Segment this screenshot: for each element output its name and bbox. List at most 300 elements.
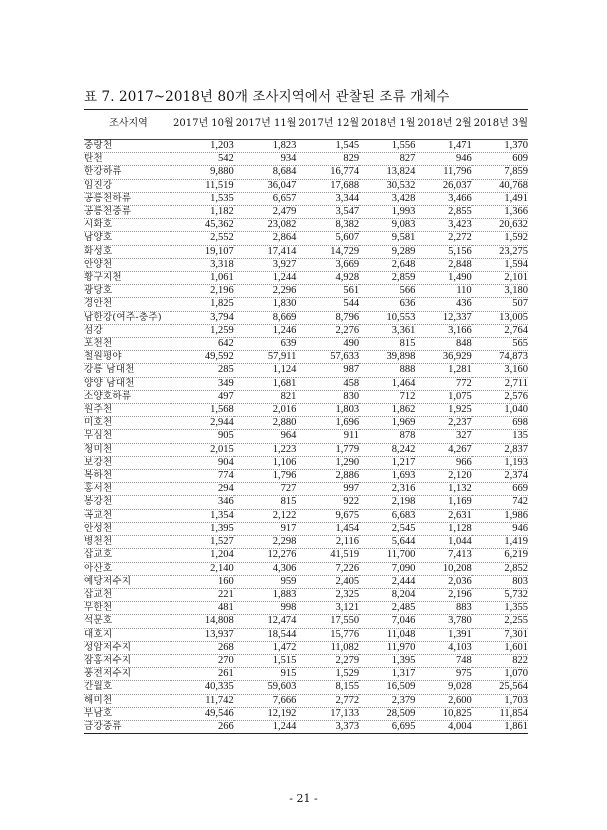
site-name-cell: 한강하류 [84,166,171,179]
table-row [84,641,528,654]
count-cell: 2,279 [296,654,359,667]
count-cell: 2,576 [472,390,528,403]
count-cell: 2,122 [234,509,297,522]
count-cell: 3,361 [359,324,415,337]
count-cell: 883 [415,602,471,615]
count-cell: 1,044 [415,536,471,549]
count-cell: 11,519 [171,179,234,192]
count-cell: 821 [234,390,297,403]
site-name-cell: 소양호하류 [84,390,171,403]
count-cell: 2,272 [415,232,471,245]
table-row [84,615,528,628]
count-cell: 9,880 [171,166,234,179]
count-cell: 346 [171,496,234,509]
count-cell: 5,156 [415,245,471,258]
count-cell: 13,005 [472,311,528,324]
count-cell: 2,648 [359,258,415,271]
count-cell: 2,298 [234,536,297,549]
site-name-cell: 대호지 [84,628,171,641]
site-name-cell: 병천천 [84,536,171,549]
count-cell: 6,683 [359,509,415,522]
count-cell: 8,684 [234,166,297,179]
site-name-cell: 봉강천 [84,496,171,509]
count-cell: 3,423 [415,219,471,232]
site-name-cell: 철원평야 [84,351,171,364]
count-cell: 1,861 [472,720,528,733]
count-cell: 1,925 [415,404,471,417]
table-row [84,245,528,258]
count-cell: 20,632 [472,219,528,232]
table-row [84,430,528,443]
count-cell: 727 [234,483,297,496]
count-cell: 1,246 [234,324,297,337]
count-cell: 2,852 [472,562,528,575]
site-name-cell: 강릉 남대천 [84,364,171,377]
table-caption: 표 7. 2017~2018년 80개 조사지역에서 관찰된 조류 개체수 [84,89,450,105]
count-cell: 566 [359,285,415,298]
site-name-cell: 양양 남대천 [84,377,171,390]
count-cell: 997 [296,483,359,496]
count-cell: 40,768 [472,179,528,192]
site-name-cell: 남한강(여주-충주) [84,311,171,324]
count-cell: 3,794 [171,311,234,324]
count-cell: 135 [472,430,528,443]
count-cell: 1,515 [234,654,297,667]
site-name-cell: 무심천 [84,430,171,443]
count-cell: 8,669 [234,311,297,324]
count-cell: 1,490 [415,272,471,285]
count-cell: 13,937 [171,628,234,641]
count-cell: 7,090 [359,562,415,575]
count-cell: 74,873 [472,351,528,364]
count-cell: 1,556 [359,140,415,153]
table-row [84,562,528,575]
count-cell: 15,776 [296,628,359,641]
table-row [84,351,528,364]
count-cell: 4,306 [234,562,297,575]
count-cell: 10,553 [359,311,415,324]
count-cell: 1,223 [234,443,297,456]
count-cell: 19,107 [171,245,234,258]
table-row [84,509,528,522]
count-cell: 1,545 [296,140,359,153]
bird-count-table [84,109,528,734]
count-cell: 9,028 [415,681,471,694]
table-row [84,522,528,535]
count-cell: 946 [472,522,528,535]
count-cell: 2,859 [359,272,415,285]
count-cell: 1,395 [359,654,415,667]
site-name-cell: 포천천 [84,338,171,351]
count-cell: 49,546 [171,707,234,720]
table-row [84,575,528,588]
column-header: 2017년 10월 [171,110,234,140]
count-cell: 2,237 [415,417,471,430]
site-name-cell: 공릉천하류 [84,192,171,205]
count-cell: 975 [415,668,471,681]
count-cell: 10,208 [415,562,471,575]
site-name-cell: 탄천 [84,153,171,166]
column-header: 2018년 1월 [359,110,415,140]
count-cell: 1,244 [234,720,297,733]
count-cell: 1,355 [472,602,528,615]
count-cell: 1,244 [234,272,297,285]
count-cell: 7,413 [415,549,471,562]
count-cell: 742 [472,496,528,509]
count-cell: 2,764 [472,324,528,337]
table-row [84,206,528,219]
count-cell: 1,366 [472,206,528,219]
column-header: 2017년 11월 [234,110,297,140]
count-cell: 1,535 [171,192,234,205]
count-cell: 3,428 [359,192,415,205]
count-cell: 221 [171,588,234,601]
count-cell: 815 [234,496,297,509]
count-cell: 1,883 [234,588,297,601]
table-row [84,654,528,667]
count-cell: 1,779 [296,443,359,456]
table-row [84,694,528,707]
site-name-cell: 홍서천 [84,483,171,496]
count-cell: 1,830 [234,298,297,311]
count-cell: 561 [296,285,359,298]
count-cell: 1,825 [171,298,234,311]
site-name-cell: 예당저수지 [84,575,171,588]
count-cell: 349 [171,377,234,390]
count-cell: 3,166 [415,324,471,337]
count-cell: 1,592 [472,232,528,245]
table-row [84,192,528,205]
count-cell: 7,226 [296,562,359,575]
count-cell: 1,471 [415,140,471,153]
count-cell: 8,155 [296,681,359,694]
count-cell: 2,880 [234,417,297,430]
table-row [84,232,528,245]
table-row [84,364,528,377]
count-cell: 2,485 [359,602,415,615]
count-cell: 2,864 [234,232,297,245]
count-cell: 3,344 [296,192,359,205]
count-cell: 327 [415,430,471,443]
count-cell: 1,796 [234,470,297,483]
count-cell: 698 [472,417,528,430]
count-cell: 998 [234,602,297,615]
count-cell: 642 [171,338,234,351]
count-cell: 1,681 [234,377,297,390]
count-cell: 6,695 [359,720,415,733]
count-cell: 3,121 [296,602,359,615]
count-cell: 3,180 [472,285,528,298]
count-cell: 1,464 [359,377,415,390]
count-cell: 2,600 [415,694,471,707]
count-cell: 26,037 [415,179,471,192]
count-cell: 2,374 [472,470,528,483]
count-cell: 25,564 [472,681,528,694]
count-cell: 2,196 [415,588,471,601]
site-name-cell: 석문호 [84,615,171,628]
column-header: 2018년 2월 [415,110,471,140]
count-cell: 2,101 [472,272,528,285]
count-cell: 10,825 [415,707,471,720]
count-cell: 3,547 [296,206,359,219]
site-name-cell: 곡교천 [84,509,171,522]
table-row [84,338,528,351]
count-cell: 5,607 [296,232,359,245]
table-row [84,456,528,469]
count-cell: 1,070 [472,668,528,681]
count-cell: 922 [296,496,359,509]
count-cell: 17,414 [234,245,297,258]
site-name-cell: 남양호 [84,232,171,245]
count-cell: 2,276 [296,324,359,337]
count-cell: 5,732 [472,588,528,601]
count-cell: 2,036 [415,575,471,588]
table-row [84,443,528,456]
count-cell: 1,696 [296,417,359,430]
table-row [84,404,528,417]
count-cell: 6,219 [472,549,528,562]
count-cell: 41,519 [296,549,359,562]
count-cell: 294 [171,483,234,496]
count-cell: 966 [415,456,471,469]
table-row [84,602,528,615]
count-cell: 2,120 [415,470,471,483]
table-row [84,536,528,549]
count-cell: 3,160 [472,364,528,377]
count-cell: 1,370 [472,140,528,153]
column-header: 2017년 12월 [296,110,359,140]
count-cell: 9,675 [296,509,359,522]
count-cell: 1,169 [415,496,471,509]
count-cell: 11,700 [359,549,415,562]
count-cell: 1,862 [359,404,415,417]
site-name-cell: 광당호 [84,285,171,298]
count-cell: 1,986 [472,509,528,522]
site-name-cell: 부남호 [84,707,171,720]
count-cell: 848 [415,338,471,351]
count-cell: 30,532 [359,179,415,192]
count-cell: 1,491 [472,192,528,205]
count-cell: 28,509 [359,707,415,720]
count-cell: 911 [296,430,359,443]
count-cell: 2,848 [415,258,471,271]
count-cell: 9,083 [359,219,415,232]
table-row [84,179,528,192]
count-cell: 4,267 [415,443,471,456]
count-cell: 1,203 [171,140,234,153]
site-name-cell: 해미천 [84,694,171,707]
count-cell: 934 [234,153,297,166]
count-cell: 636 [359,298,415,311]
count-cell: 40,335 [171,681,234,694]
count-cell: 774 [171,470,234,483]
table-row [84,470,528,483]
count-cell: 11,742 [171,694,234,707]
count-cell: 59,603 [234,681,297,694]
site-name-cell: 원주천 [84,404,171,417]
count-cell: 1,204 [171,549,234,562]
count-cell: 2,772 [296,694,359,707]
site-name-cell: 섬강 [84,324,171,337]
count-cell: 1,281 [415,364,471,377]
count-cell: 2,325 [296,588,359,601]
count-cell: 878 [359,430,415,443]
table-header-row [84,110,528,140]
count-cell: 5,644 [359,536,415,549]
count-cell: 266 [171,720,234,733]
count-cell: 2,255 [472,615,528,628]
count-cell: 6,657 [234,192,297,205]
count-cell: 11,854 [472,707,528,720]
count-cell: 23,082 [234,219,297,232]
count-cell: 1,290 [296,456,359,469]
site-name-cell: 삽교천 [84,588,171,601]
count-cell: 36,929 [415,351,471,364]
count-cell: 14,808 [171,615,234,628]
count-cell: 904 [171,456,234,469]
count-cell: 12,337 [415,311,471,324]
count-cell: 2,711 [472,377,528,390]
count-cell: 2,552 [171,232,234,245]
count-cell: 946 [415,153,471,166]
count-cell: 11,082 [296,641,359,654]
count-cell: 23,275 [472,245,528,258]
table-row [84,483,528,496]
count-cell: 57,633 [296,351,359,364]
count-cell: 2,886 [296,470,359,483]
count-cell: 1,075 [415,390,471,403]
count-cell: 2,196 [171,285,234,298]
count-cell: 4,004 [415,720,471,733]
count-cell: 1,601 [472,641,528,654]
count-cell: 4,928 [296,272,359,285]
count-cell: 458 [296,377,359,390]
count-cell: 1,132 [415,483,471,496]
count-cell: 917 [234,522,297,535]
site-name-cell: 중랑천 [84,140,171,153]
site-name-cell: 무한천 [84,602,171,615]
count-cell: 827 [359,153,415,166]
count-cell: 7,046 [359,615,415,628]
count-cell: 2,116 [296,536,359,549]
count-cell: 45,362 [171,219,234,232]
table-row [84,377,528,390]
site-name-cell: 청미천 [84,443,171,456]
count-cell: 1,061 [171,272,234,285]
site-name-cell: 풍전저수지 [84,668,171,681]
count-cell: 12,192 [234,707,297,720]
count-cell: 507 [472,298,528,311]
site-name-cell: 안양천 [84,258,171,271]
count-cell: 17,550 [296,615,359,628]
count-cell: 1,128 [415,522,471,535]
count-cell: 14,729 [296,245,359,258]
count-cell: 12,276 [234,549,297,562]
count-cell: 1,993 [359,206,415,219]
count-cell: 822 [472,654,528,667]
count-cell: 2,016 [234,404,297,417]
table-row [84,417,528,430]
count-cell: 964 [234,430,297,443]
count-cell: 639 [234,338,297,351]
count-cell: 1,317 [359,668,415,681]
count-cell: 1,354 [171,509,234,522]
count-cell: 8,242 [359,443,415,456]
count-cell: 1,529 [296,668,359,681]
count-cell: 609 [472,153,528,166]
count-cell: 2,545 [359,522,415,535]
count-cell: 1,703 [472,694,528,707]
site-name-cell: 경안천 [84,298,171,311]
count-cell: 1,040 [472,404,528,417]
count-cell: 987 [296,364,359,377]
count-cell: 1,259 [171,324,234,337]
count-cell: 542 [171,153,234,166]
column-header: 2018년 3월 [472,110,528,140]
table-row [84,628,528,641]
table-row [84,549,528,562]
count-cell: 2,316 [359,483,415,496]
count-cell: 2,198 [359,496,415,509]
table-row [84,681,528,694]
table-row [84,298,528,311]
table-row [84,311,528,324]
count-cell: 160 [171,575,234,588]
count-cell: 748 [415,654,471,667]
count-cell: 1,106 [234,456,297,469]
count-cell: 36,047 [234,179,297,192]
count-cell: 1,472 [234,641,297,654]
count-cell: 3,318 [171,258,234,271]
site-name-cell: 삽교호 [84,549,171,562]
count-cell: 11,970 [359,641,415,654]
count-cell: 959 [234,575,297,588]
site-name-cell: 보강천 [84,456,171,469]
count-cell: 2,015 [171,443,234,456]
count-cell: 2,631 [415,509,471,522]
table-row [84,272,528,285]
table-row [84,166,528,179]
count-cell: 803 [472,575,528,588]
count-cell: 11,048 [359,628,415,641]
count-cell: 3,466 [415,192,471,205]
count-cell: 2,444 [359,575,415,588]
count-cell: 12,474 [234,615,297,628]
count-cell: 1,454 [296,522,359,535]
table-row [84,588,528,601]
count-cell: 1,193 [472,456,528,469]
table-row [84,285,528,298]
count-cell: 268 [171,641,234,654]
table-body [84,140,528,734]
page-number: - 21 - [289,792,318,805]
count-cell: 7,666 [234,694,297,707]
count-cell: 8,204 [359,588,415,601]
count-cell: 16,774 [296,166,359,179]
count-cell: 16,509 [359,681,415,694]
count-cell: 888 [359,364,415,377]
count-cell: 1,419 [472,536,528,549]
site-name-cell: 잠홍저수지 [84,654,171,667]
count-cell: 1,823 [234,140,297,153]
count-cell: 436 [415,298,471,311]
count-cell: 270 [171,654,234,667]
count-cell: 905 [171,430,234,443]
count-cell: 13,824 [359,166,415,179]
count-cell: 261 [171,668,234,681]
count-cell: 829 [296,153,359,166]
count-cell: 481 [171,602,234,615]
